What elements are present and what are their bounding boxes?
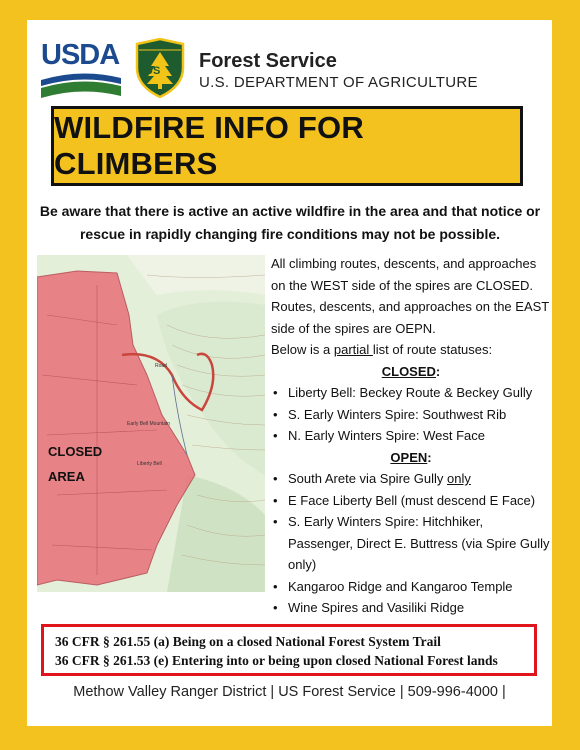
east-side-notice: Routes, descents, and approaches on the EAST side of the spires are OEPN.	[271, 299, 549, 336]
list-item: • N. Early Winters Spire: West Face	[271, 425, 551, 447]
list-item-text: South Arete via Spire Gully	[288, 471, 447, 486]
list-item: • Kangaroo Ridge and Kangaroo Temple	[271, 576, 551, 598]
open-heading-colon: :	[427, 449, 432, 465]
agency-subtitle: U.S. DEPARTMENT OF AGRICULTURE	[199, 74, 478, 91]
open-route-list	[271, 468, 551, 619]
list-intro-emphasis: partial	[333, 342, 373, 357]
svg-text:US: US	[145, 65, 161, 77]
list-intro-text-end: list of route statuses:	[372, 342, 493, 357]
title-banner	[51, 106, 523, 186]
closed-heading-text: CLOSED	[381, 363, 436, 379]
list-item: • S. Early Winters Spire: Hitchhiker, Passenger, Direct E. Buttress (via Spire Gully only)	[271, 511, 551, 576]
list-item: • E Face Liberty Bell (must descend E Face)	[271, 490, 551, 512]
svg-text:Road: Road	[155, 363, 167, 369]
regulation-line: 36 CFR § 261.53 (e) Entering into or being upon closed National Forest lands	[55, 653, 498, 668]
usda-logo-text: USDA	[41, 39, 120, 71]
usda-logo-stripes	[41, 70, 121, 100]
west-side-notice: All climbing routes, descents, and approaches on the WEST side of the spires are CLOSED.	[271, 256, 537, 293]
forest-service-shield-icon	[133, 38, 187, 98]
list-item: • Liberty Bell: Beckey Route & Beckey Gully	[271, 382, 551, 404]
closed-route-list	[271, 382, 551, 447]
agency-title: Forest Service	[199, 50, 337, 72]
footer-contact: Methow Valley Ranger District | US Forest Service | 509-996-4000 |	[73, 684, 506, 700]
closure-map-image	[37, 255, 265, 592]
fire-warning: Be aware that there is active an active wildfire in the area and that notice or rescue in rapidly changing fire conditions may not be possible.	[39, 203, 541, 242]
list-item-emphasis: only	[446, 471, 471, 486]
poster-body	[27, 20, 552, 726]
usda-logo	[41, 40, 121, 100]
closure-map	[37, 255, 265, 592]
closed-area-label-line2: AREA	[48, 469, 85, 484]
closed-area-label	[48, 439, 102, 489]
closed-area-label-line1: CLOSED	[48, 444, 103, 459]
open-heading	[271, 447, 551, 469]
regulations-box	[41, 624, 537, 676]
list-item: • Wine Spires and Vasiliki Ridge	[271, 597, 551, 619]
list-intro-text: Below is a	[271, 342, 334, 357]
closed-heading-colon: :	[435, 363, 441, 379]
open-heading-text: OPEN	[390, 449, 428, 465]
svg-text:Early Bell Mountain: Early Bell Mountain	[127, 421, 171, 427]
regulation-line: 36 CFR § 261.55 (a) Being on a closed National Forest System Trail	[55, 634, 441, 649]
list-intro	[271, 339, 551, 361]
list-item: • S. Early Winters Spire: Southwest Rib	[271, 404, 551, 426]
page-title: WILDFIRE INFO FOR CLIMBERS	[54, 110, 364, 181]
list-item	[271, 468, 551, 490]
closed-heading	[271, 361, 551, 383]
svg-text:Liberty Bell: Liberty Bell	[137, 461, 162, 467]
route-info	[271, 253, 551, 619]
